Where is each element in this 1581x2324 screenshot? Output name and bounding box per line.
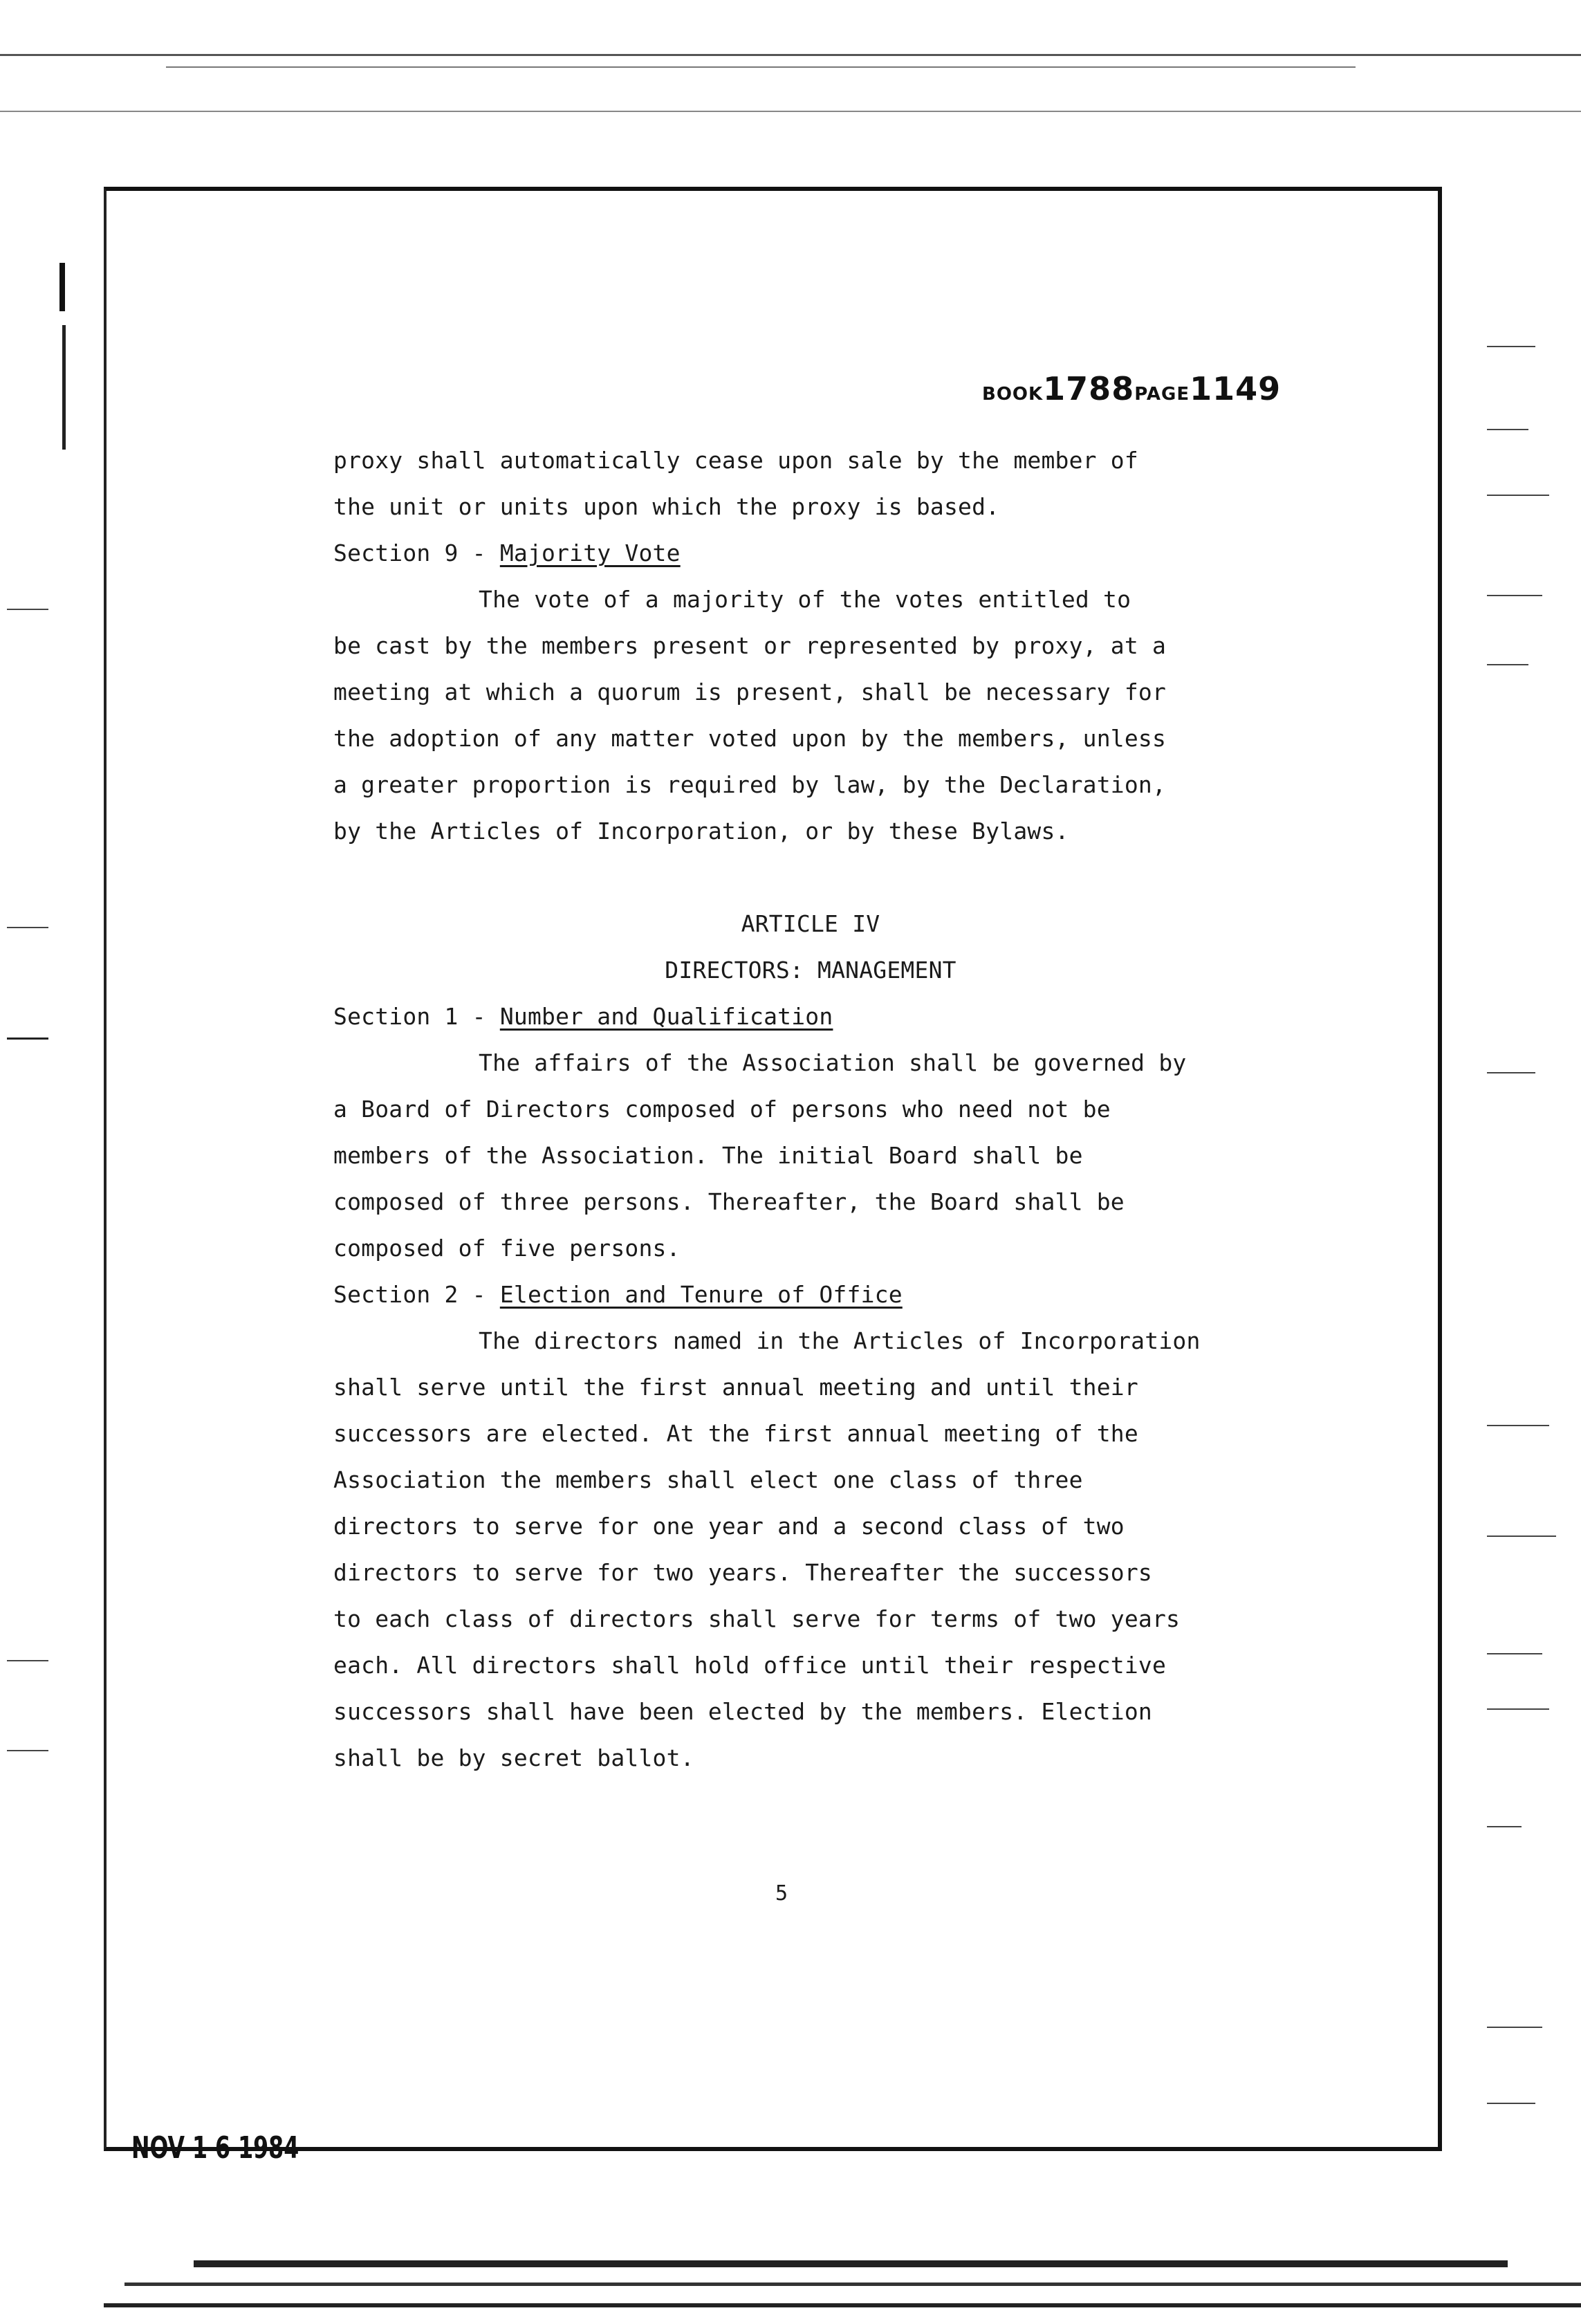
margin-tick [1487,2027,1542,2028]
text-line: directors to serve for two years. Thereafter the successors [333,1559,1152,1586]
text-line: shall be by secret ballot. [333,1744,694,1771]
text-line: meeting at which a quorum is present, shall be necessary for [333,679,1167,706]
scan-artifact-left-bar [59,263,65,311]
book-page-reference [982,370,1281,407]
margin-tick [7,927,48,928]
text-line: by the Articles of Incorporation, or by these Bylaws. [333,818,1069,845]
margin-tick [1487,2103,1535,2104]
text-line: the adoption of any matter voted upon by the members, unless [333,725,1167,752]
text-line: members of the Association. The initial Board shall be [333,1142,1083,1169]
text-line: directors to serve for one year and a second class of two [333,1513,1125,1540]
section-prefix: Section 9 - [333,540,500,566]
section-1-heading [333,993,1288,1040]
text-line: each. All directors shall hold office until their respective [333,1652,1167,1679]
text-line: a Board of Directors composed of persons who need not be [333,1096,1111,1123]
section-2-heading [333,1271,1288,1318]
recorded-page-number: 1149 [1190,370,1282,407]
article-subheading: DIRECTORS: MANAGEMENT [665,957,956,984]
margin-tick [1487,429,1528,430]
section-prefix: Section 1 - [333,1003,500,1030]
scan-artifact-top-3 [0,111,1581,112]
margin-tick [1487,664,1528,665]
margin-tick [1487,346,1535,347]
margin-tick [7,609,48,610]
text-line: The vote of a majority of the votes entitled to [479,586,1131,613]
margin-tick [1487,495,1549,496]
text-line: Association the members shall elect one class of three [333,1466,1083,1493]
text-line: composed of three persons. Thereafter, the Board shall be [333,1188,1125,1215]
text-line: to each class of directors shall serve for terms of two years [333,1605,1181,1632]
text-line: successors shall have been elected by the members. Election [333,1698,1152,1725]
scan-artifact-bottom-3 [104,2303,1581,2307]
margin-tick [1487,1708,1549,1710]
text-line: proxy shall automatically cease upon sale by the member of [333,447,1138,474]
text-line: successors are elected. At the first annual meeting of the [333,1420,1138,1447]
section-title: Majority Vote [499,540,681,566]
margin-tick [1487,1425,1549,1426]
margin-tick [1487,1072,1535,1073]
scan-artifact-bottom [194,2260,1508,2267]
book-number: 1788 [1043,370,1135,407]
section-9-heading [333,530,1288,576]
page-label: PAGE [1134,384,1190,405]
margin-tick [1487,595,1542,596]
text-line: a greater proportion is required by law, by the Declaration, [333,771,1167,798]
section-title: Election and Tenure of Office [499,1281,903,1308]
text-line: The affairs of the Association shall be governed by [479,1049,1187,1076]
scan-artifact-top-2 [166,66,1356,68]
book-label: BOOK [982,384,1044,405]
margin-tick [1487,1826,1522,1827]
margin-tick [7,1750,48,1751]
text-line: the unit or units upon which the proxy is based. [333,493,1000,520]
text-line: The directors named in the Articles of Incorporation [479,1327,1201,1354]
scan-artifact-left-bar-2 [62,325,66,450]
scan-artifact-bottom-2 [124,2282,1581,2286]
section-title: Number and Qualification [499,1003,833,1030]
article-heading: ARTICLE IV [741,910,880,937]
margin-tick [7,1038,48,1040]
text-line: composed of five persons. [333,1235,681,1262]
page-number: 5 [775,1881,788,1906]
text-line: shall serve until the first annual meeting and until their [333,1374,1138,1401]
document-body [333,437,1288,1781]
scan-artifact-top [0,54,1581,56]
margin-tick [1487,1536,1556,1537]
text-line: be cast by the members present or represented by proxy, at a [333,632,1167,659]
section-prefix: Section 2 - [333,1281,500,1308]
margin-tick [1487,1653,1542,1654]
margin-tick [7,1660,48,1661]
spacer [333,854,1288,901]
date-stamp: NOV 1 6 1984 [131,2130,299,2166]
